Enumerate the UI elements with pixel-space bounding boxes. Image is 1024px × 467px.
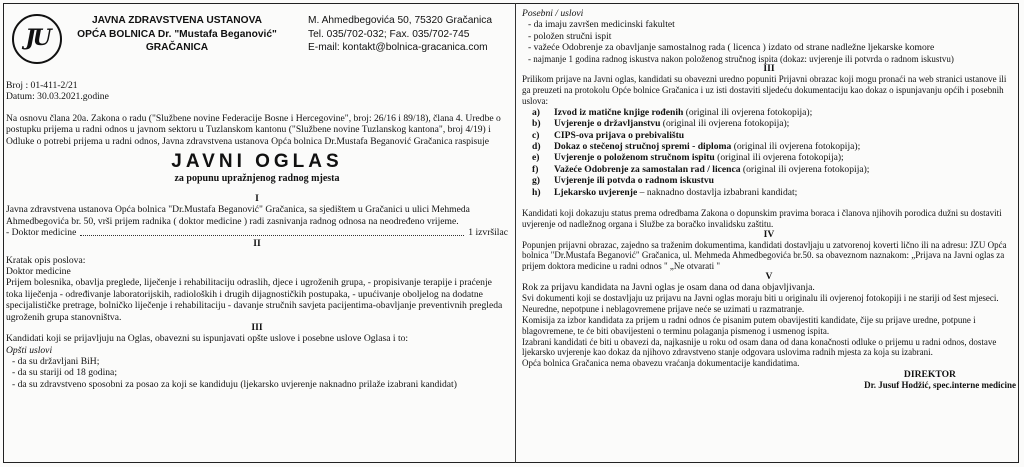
all-documents-note: Svi dokumenti koji se dostavljaju uz prijavu na Javni oglas moraju biti u originalu ili ovjerenoj fotokopiji i ne stariji od šest mjeseci.: [522, 293, 999, 304]
column-divider: [515, 3, 516, 463]
section-3-text: Kandidati koji se prijavljuju na Oglas, obavezni su ispunjavati opšte uslove i posebne uslove Oglasa i to:: [6, 333, 409, 345]
dotted-leader: [80, 227, 464, 235]
incomplete-note: Neuredne, nepotpune i neblagovremene prijave neće se uzimati u razmatranje.: [522, 304, 805, 315]
section-heading-4: IV: [763, 228, 775, 240]
veterans-note: Kandidati koji dokazuju status prema odredbama Zakona o dopunskim pravima boraca i članova njihovih porodica dužni su dostaviti uvjerenje od nadležnog organa i Službe za boračko invalidsku zaštitu.: [522, 208, 1002, 229]
preamble: Na osnovu člana 20a. Zakona o radu ("Službene novine Federacije Bosne i Hercegovine", broj: 26/16 i 89/18), člana 4. Uredbe o postupku prijema u radni odnos u javnom sektoru u Tuzlanskom kantonu ("Službene novine Tuzlanskog kantona", broj 4/19) i Odluke o potrebi prijema u radni odnos, Javna zdravstvena ustanova Opća bolnica Dr.Mustafa Beganović Gračanica raspisuje: [6, 112, 501, 147]
position-line: [6, 227, 508, 238]
general-conditions-list: [6, 356, 508, 390]
return-note: Opća bolnica Gračanica nema obavezu vraćanja dokumentacije kandidatima.: [522, 358, 800, 369]
page-subtitle: za popunu upražnjenog radnog mjesta: [174, 173, 340, 185]
institution-name: JAVNA ZDRAVSTVENA USTANOVA OPĆA BOLNICA Dr. "Mustafa Beganović" GRAČANICA: [77, 15, 277, 53]
list-item: - da imaju završen medicinski fakultet: [528, 19, 1016, 30]
list-item: - najmanje 1 godina radnog iskustva nakon položenog stručnog ispita (dokaz: uvjerenje ili potvrda o radnom iskustvu): [528, 54, 1016, 65]
hospital-logo: JU: [12, 14, 62, 64]
date: Datum: 30.03.2021.godine: [6, 91, 109, 103]
list-item: - da su zdravstveno sposobni za posao za koji se kandiduju (ljekarsko uvjerenje naknadno prilaže izabrani kandidat): [12, 379, 508, 390]
document-item: f) Važeće Odobrenje za samostalan rad / licenca (original ili ovjerena fotokopija);: [532, 163, 870, 175]
section-heading-3: III: [251, 322, 263, 334]
required-documents-list: [522, 107, 1016, 198]
reference-number: Broj : 01-411-2/21: [6, 80, 78, 91]
document-item: d) Dokaz o stečenoj stručnoj spremi - diploma (original ili ovjerena fotokopija);: [532, 141, 861, 153]
section-heading-5: V: [765, 271, 773, 283]
deadline: Rok za prijavu kandidata na Javni oglas je osam dana od dana objavljivanja.: [522, 282, 815, 294]
document-item: h) Ljekarsko uvjerenje – naknadno dostavlja izbabrani kandidat;: [532, 186, 798, 198]
section-heading-3b: III: [763, 63, 775, 75]
address: M. Ahmedbegovića 50, 75320 Gračanica: [308, 15, 493, 26]
phone-fax: Tel. 035/702-032; Fax. 035/702-745: [308, 28, 470, 40]
section-3b-text: Prilikom prijave na Javni oglas, kandidati su obavezni uredno popuniti Prijavni obrazac koji mogu pronaći na web stranici ustanove ili ga preuzeti na protokolu Opće bolnice Gračanica i uz isti dostaviti sljedeću dokumentaciju kao dokaz o ispunjavanju općih i posebnih uslova:: [522, 74, 1007, 107]
selected-candidates-note: Izabrani kandidati će biti u obavezi da, najkasnije u roku od osam dana od dana konačnosti odluke o prijemu u radni odnos, dostave ljekarsko uvjerenje kao dokaz da njihovo zdravstveno stanje odgovara uslovima radnih mjesta za koja su izabrani.: [522, 336, 997, 358]
list-item: - važeće Odobrenje za obavljanje samostalnog rada ( licenca ) izdato od strane nadležne ljekarske komore: [528, 42, 1016, 53]
general-conditions-label: Opšti uslovi: [6, 344, 53, 356]
job-description-label: Kratak opis poslova:: [6, 254, 86, 266]
document-item: b) Uvjerenje o državljanstvu (original ili ovjerena fotokopija);: [532, 118, 790, 130]
right-column: [522, 8, 1016, 391]
signature-name: Dr. Jusuf Hodžić, spec.interne medicine: [864, 380, 1016, 391]
job-description-title: Doktor medicine: [6, 266, 71, 278]
letterhead: [6, 8, 508, 70]
list-item: - položen stručni ispit: [528, 31, 1016, 42]
section-heading-1: I: [255, 193, 259, 205]
list-item: - da su stariji od 18 godina;: [12, 367, 508, 378]
document-item: a) Izvod iz matične knjige rođenih (original ili ovjerena fotokopija);: [532, 106, 813, 118]
email: E-mail: kontakt@bolnica-gracanica.com: [308, 42, 488, 53]
list-item: - da su državljani BiH;: [12, 356, 508, 367]
job-description-text: Prijem bolesnika, obavlja preglede, liječenje i rehabilitaciju odraslih, djece i ugroženih grupa, - propisivanje terapije i praćenje toka liječenja - određivanje laboratorijskih, radioloških i drugih dijagnostičkih postupaka, - upućivanje oboljelog na dodatne specijalističke pretrage, bolničko liječenje i rehabilitaciju - davanje stručnih savjeta pacijentima-obavljanje preventivnih pregleda ugroženih grupa stanovništva.: [6, 277, 503, 323]
section-4-text: Popunjen prijavni obrazac, zajedno sa traženim dokumentima, kandidati dostavljaju u zatvorenoj koverti lično ili na adresu: JZU Opća bolnica "Dr.Mustafa Beganović" Gračanica, ul. Mehmeda Ahmedbegovića br.50. sa obaveznom naznakom: „Prijava na Javni oglas za prijem doktora medicine u radni odnos " „Ne otvarati ": [522, 239, 1007, 272]
special-conditions-list: [522, 19, 1016, 64]
section-heading-2: II: [253, 237, 261, 249]
document-item: e) Uvjerenje o položenom stručnom ispitu (original ili ovjerena fotokopija);: [532, 152, 844, 164]
section-1-text: Javna zdravstvena ustanova Opća bolnica "Dr.Mustafa Beganović" Gračanica, sa sjedištem u Gračanici u ulici Mehmeda Ahmedbegovića br. 50, vrši prijem radnika ( doktor medicine ) radi zasnivanja radnog odnosa na neodređeno vrijeme.: [6, 204, 470, 227]
position-title: - Doktor medicine: [6, 227, 77, 239]
signature-title: DIREKTOR: [903, 369, 956, 381]
document-item: c) CIPS-ova prijava o prebivalištu: [532, 129, 685, 141]
document-item: g) Uvjerenje ili potvda o radnom iskustvu: [532, 175, 714, 187]
left-column: [6, 8, 508, 390]
special-conditions-label: Posebni / uslovi: [522, 8, 584, 19]
committee-note: Komisija za izbor kandidata za prijem u radni odnos će pisanim putem obavijestiti kandidate, čije su prijave uredne, potpune i blagovremene, te će biti obavijesteni o terminu polaganja pismenog i usmenog ispita.: [522, 315, 976, 336]
page-title: JAVNI OGLAS: [171, 151, 343, 173]
position-count: 1 izvršilac: [468, 227, 508, 239]
contact-info: [308, 14, 518, 55]
